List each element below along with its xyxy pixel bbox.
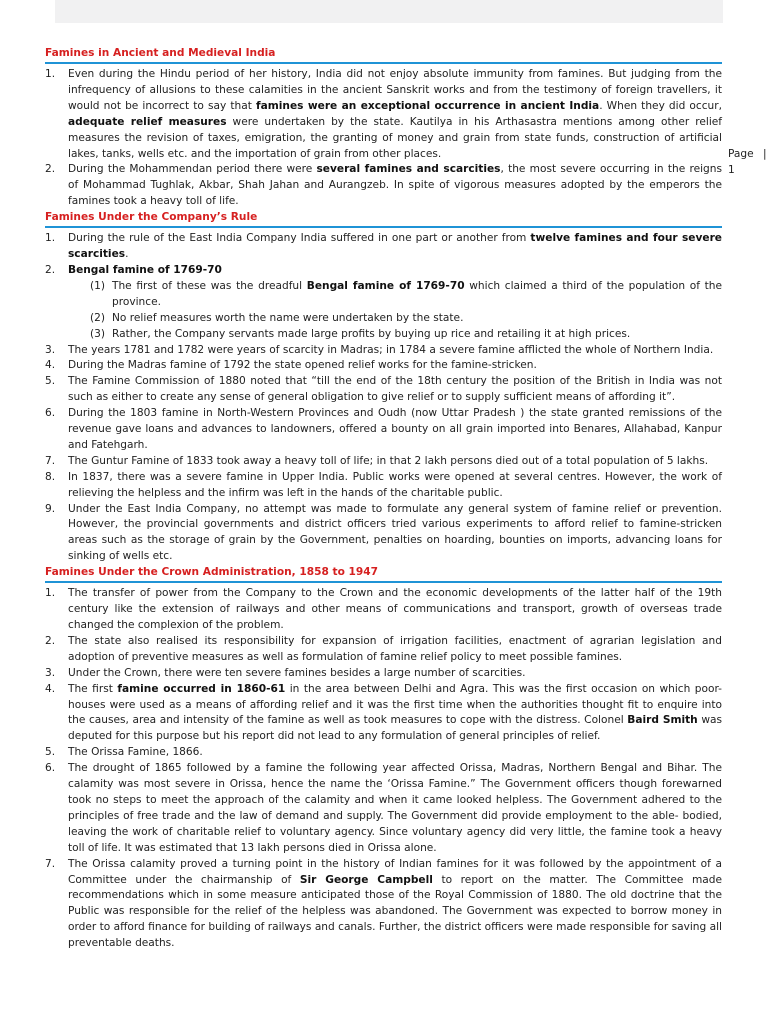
list-item (45, 358, 722, 374)
list-item (45, 454, 722, 470)
sub-list (68, 279, 722, 343)
bold-text: famine occurred in 1860-61 (117, 682, 286, 695)
page-separator: | (763, 148, 767, 160)
text-run: The Orissa calamity proved a turning point in the history of Indian famines for it was followed by the appointment of a Committee under the chairmanship of (68, 857, 722, 886)
section-heading: Famines Under the Crown Administration, 1858 to 1947 (45, 565, 722, 583)
list-item (45, 374, 722, 406)
list-item-number: 5. (45, 375, 56, 388)
text-run: Under the East India Company, no attempt was made to formulate any general system of famine relief or prevention. However, the provincial governments and district officers tried various experiments to afford relief to famine-stricken areas such as the storage of grain by the Government, penalties on hoarding, bounties on imports, advancing loans for sinking of wells etc. (68, 502, 722, 563)
list-item (45, 470, 722, 502)
list-item (45, 162, 722, 210)
numbered-list (45, 67, 722, 210)
text-run: During the Mohammendan period there were (68, 163, 317, 176)
list-item (45, 231, 722, 263)
text-run: During the 1803 famine in North-Western Provinces and Oudh (now Uttar Pradesh ) the state granted remissions of the revenue gave loans and advances to landowners, offered a bounty on all grain imported into Benares, Allahabad, Kanpur and Fatehgarh. (68, 407, 722, 451)
bold-text: adequate relief measures (68, 115, 227, 128)
list-item-number: 4. (45, 359, 56, 372)
list-item (45, 406, 722, 454)
text-run: Even during the Hindu period of her history, India did not enjoy absolute immunity from famines. But judging from the infrequency of allusions to these calamities in the ancient Sanskrit works and from the testimony of foreign travellers, it would not be incorrect to say that (68, 68, 722, 112)
document-body (45, 46, 722, 952)
bold-text: twelve famines and four severe scarcities (68, 232, 722, 261)
numbered-list (45, 586, 722, 952)
list-item-number: 2. (45, 263, 56, 276)
list-item (45, 634, 722, 666)
numbered-list (45, 231, 722, 565)
text-run: The Orissa Famine, 1866. (68, 746, 203, 759)
page-label: Page (728, 148, 754, 160)
list-item (45, 343, 722, 359)
bold-text: Bengal famine of 1769-70 (68, 263, 222, 276)
page-number: 1 (728, 164, 735, 176)
list-item (45, 857, 722, 952)
list-item (45, 745, 722, 761)
list-item (45, 502, 722, 566)
list-item (45, 666, 722, 682)
text-run: No relief measures worth the name were undertaken by the state. (112, 311, 464, 324)
text-run: was deputed for this purpose but his report did not lead to any formulation of general principles of relief. (68, 714, 722, 743)
text-run: In 1837, there was a severe famine in Upper India. Public works were opened at several centres. However, the work of relieving the helpless and the infirm was left in the hands of the charitable public. (68, 470, 722, 499)
bold-text: famines were an exceptional occurrence in ancient India (255, 99, 600, 112)
text-run: The years 1781 and 1782 were years of scarcity in Madras; in 1784 a severe famine afflicted the whole of Northern India. (68, 343, 714, 356)
bold-text: Bengal famine of 1769-70 (306, 279, 465, 292)
sub-list-item (68, 327, 722, 343)
list-item (45, 682, 722, 746)
text-run: During the rule of the East India Company India suffered in one part or another from (68, 232, 531, 245)
list-item-number: 3. (45, 343, 56, 356)
sub-list-item-number: (2) (90, 311, 106, 324)
text-run: Rather, the Company servants made large profits by buying up rice and retailing it at high prices. (112, 327, 631, 340)
text-run: , the most severe occurring in the reigns of Mohammad Tughlak, Akbar, Shah Jahan and Aurangzeb. In spite of vigorous measures adopted by the emperors the famines took a heavy toll of life. (68, 163, 722, 208)
list-item-number: 5. (45, 746, 56, 759)
list-item-number: 2. (45, 634, 56, 647)
text-run: The Famine Commission of 1880 noted that “till the end of the 18th century the position of the British in India was not such as either to create any sense of general obligation to give relief or to supply sufficient means of affording it”. (68, 375, 722, 404)
bold-text: Sir George Campbell (299, 873, 433, 886)
section-heading: Famines in Ancient and Medieval India (45, 46, 722, 64)
list-item (45, 263, 722, 343)
list-item-number: 1. (45, 68, 56, 80)
text-run: Under the Crown, there were ten severe famines besides a large number of scarcities. (68, 666, 526, 679)
text-run: . When they did occur, (599, 99, 722, 112)
text-run: The state also realised its responsibility for expansion of irrigation facilities, enactment of agrarian legislation and adoption of preventive measures as well as formulation of famine relief policy to meet possible famines. (68, 634, 722, 663)
bold-text: several famines and scarcities (316, 163, 501, 176)
list-item-number: 7. (45, 454, 56, 467)
sub-list-item (68, 311, 722, 327)
text-run: During the Madras famine of 1792 the state opened relief works for the famine-stricken. (68, 359, 537, 372)
text-run: which claimed a third of the population of the province. (112, 279, 722, 308)
text-run: to report on the matter. The Committee made recommendations which in some measure anticipated those of the Royal Commission of 1880. The old doctrine that the Public was responsible for the relief of the helpless was abandoned. The Government was expected to borrow money in order to afford finance for building of railways and canals. Further, the district officers were made responsible for saving all preventable deaths. (68, 873, 722, 950)
list-item-number: 6. (45, 762, 56, 775)
text-run: . (125, 248, 129, 261)
list-item (45, 67, 722, 162)
text-run: The Guntur Famine of 1833 took away a heavy toll of life; in that 2 lakh persons died out of a total population of 5 lakhs. (68, 454, 709, 467)
top-toolbar (55, 0, 723, 23)
list-item-number: 2. (45, 163, 56, 176)
list-item-number: 6. (45, 407, 56, 420)
text-run: The drought of 1865 followed by a famine the following year affected Orissa, Madras, Northern Bengal and Bihar. The calamity was most severe in Orissa, hence the name the ‘Orissa Famine.” The Government officers though forewarned took no steps to meet the approach of the calamity and when it came looked helpless. The Government adhered to the principles of free trade and the law of demand and supply. The Government did provide employment to the able- bodied, leaving the work of charitable relief to voluntary agency. Since voluntary agency did very little, the famine took a heavy toll of life. It was estimated that 13 lakh persons died in Orissa alone. (68, 762, 722, 854)
list-item-number: 9. (45, 502, 56, 515)
text-run: The transfer of power from the Company to the Crown and the economic developments of the latter half of the 19th century like the extension of railways and other means of communications and transport, growth of overseas trade changed the complexion of the problem. (68, 587, 722, 631)
text-run: The first of these was the dreadful (112, 279, 307, 292)
bold-text: Baird Smith (627, 714, 698, 727)
text-run: were undertaken by the state. Kautilya in his Arthasastra mentions among other relief measures the revision of taxes, emigration, the granting of money and grain from state funds, construction of artificial lakes, tanks, wells etc. and the importation of grain from other places. (68, 115, 723, 160)
section-heading: Famines Under the Company’s Rule (45, 210, 722, 228)
list-item-number: 8. (45, 470, 56, 483)
list-item-number: 4. (45, 682, 56, 695)
sub-list-item-number: (1) (90, 279, 106, 292)
list-item (45, 586, 722, 634)
list-item-number: 3. (45, 666, 56, 679)
list-item (45, 761, 722, 856)
sub-list-item-number: (3) (90, 327, 106, 340)
text-run: in the area between Delhi and Agra. This was the first occasion on which poor-houses were used as a means of affording relief and it was the first time when the authorities thought fit to enquire into the causes, area and intensity of the famine as well as took measures to cope with the distress. Colonel (68, 682, 722, 727)
list-item-number: 1. (45, 587, 56, 600)
sub-list-item (68, 279, 722, 311)
list-item-number: 1. (45, 232, 56, 245)
text-run: The first (68, 682, 118, 695)
list-item-number: 7. (45, 857, 56, 870)
